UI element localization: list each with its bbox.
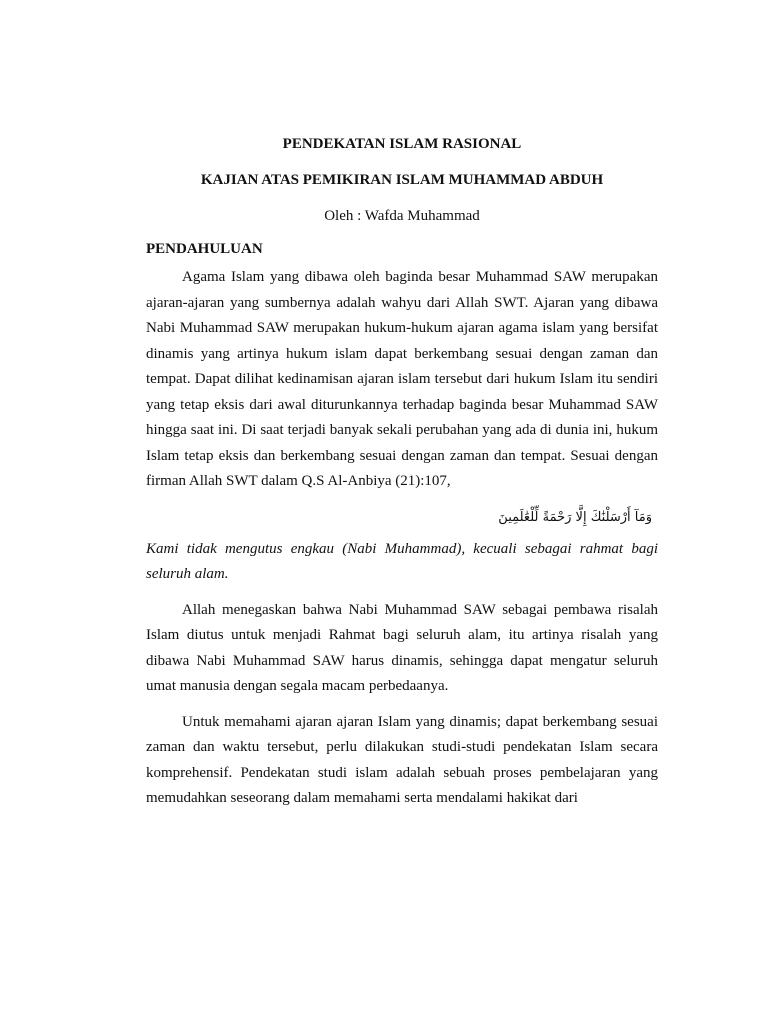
section-heading: PENDAHULUAN xyxy=(146,241,263,257)
paragraph-spacer xyxy=(146,700,658,710)
document-body xyxy=(146,134,658,812)
verse-translation: Kami tidak mengutus engkau (Nabi Muhammad), kecuali sebagai rahmat bagi seluruh alam. xyxy=(146,540,658,582)
document-author: Oleh : Wafda Muhammad xyxy=(324,208,480,224)
arabic-verse: وَمَآ أَرْسَلْنَٰكَ إِلَّا رَحْمَةً لِّلْعَٰلَمِينَ xyxy=(498,509,652,525)
document-title-line-1: PENDEKATAN ISLAM RASIONAL xyxy=(282,136,522,152)
paragraph-risalah: Allah menegaskan bahwa Nabi Muhammad SAW sebagai pembawa risalah Islam diutus untuk menjadi Rahmat bagi seluruh alam, itu artinya risalah yang dibawa Nabi Muhammad SAW harus dinamis, sehingga dapat mengatur seluruh umat manusia dengan segala macam perbedaanya. xyxy=(146,601,658,694)
paragraph-intro: Agama Islam yang dibawa oleh baginda besar Muhammad SAW merupakan ajaran-ajaran yang sumbernya adalah wahyu dari Allah SWT. Ajaran yang dibawa Nabi Muhammad SAW merupakan hukum-hukum ajaran agama islam yang bersifat dinamis yang artinya hukum islam dapat berkembang sesuai dengan zaman dan tempat. Dapat dilihat kedinamisan ajaran islam tersebut dari hukum Islam itu sendiri yang tetap eksis dari awal diturunkannya terhadap baginda besar Muhammad SAW hingga saat ini. Di saat terjadi banyak sekali perubahan yang ada di dunia ini, hukum Islam tetap eksis dan berkembang sesuai dengan zaman dan tempat. Sesuai dengan firman Allah SWT dalam Q.S Al-Anbiya (21):107, xyxy=(146,269,658,489)
document-title-line-2: KAJIAN ATAS PEMIKIRAN ISLAM MUHAMMAD ABDUH xyxy=(200,172,604,188)
paragraph-pendekatan: Untuk memahami ajaran ajaran Islam yang dinamis; dapat berkembang sesuai zaman dan waktu tersebut, perlu dilakukan studi-studi pendekatan Islam secara komprehensif. Pendekatan studi islam adalah sebuah proses pembelajaran yang memudahkan seseorang dalam memahami serta mendalami hakikat dari xyxy=(146,713,658,806)
